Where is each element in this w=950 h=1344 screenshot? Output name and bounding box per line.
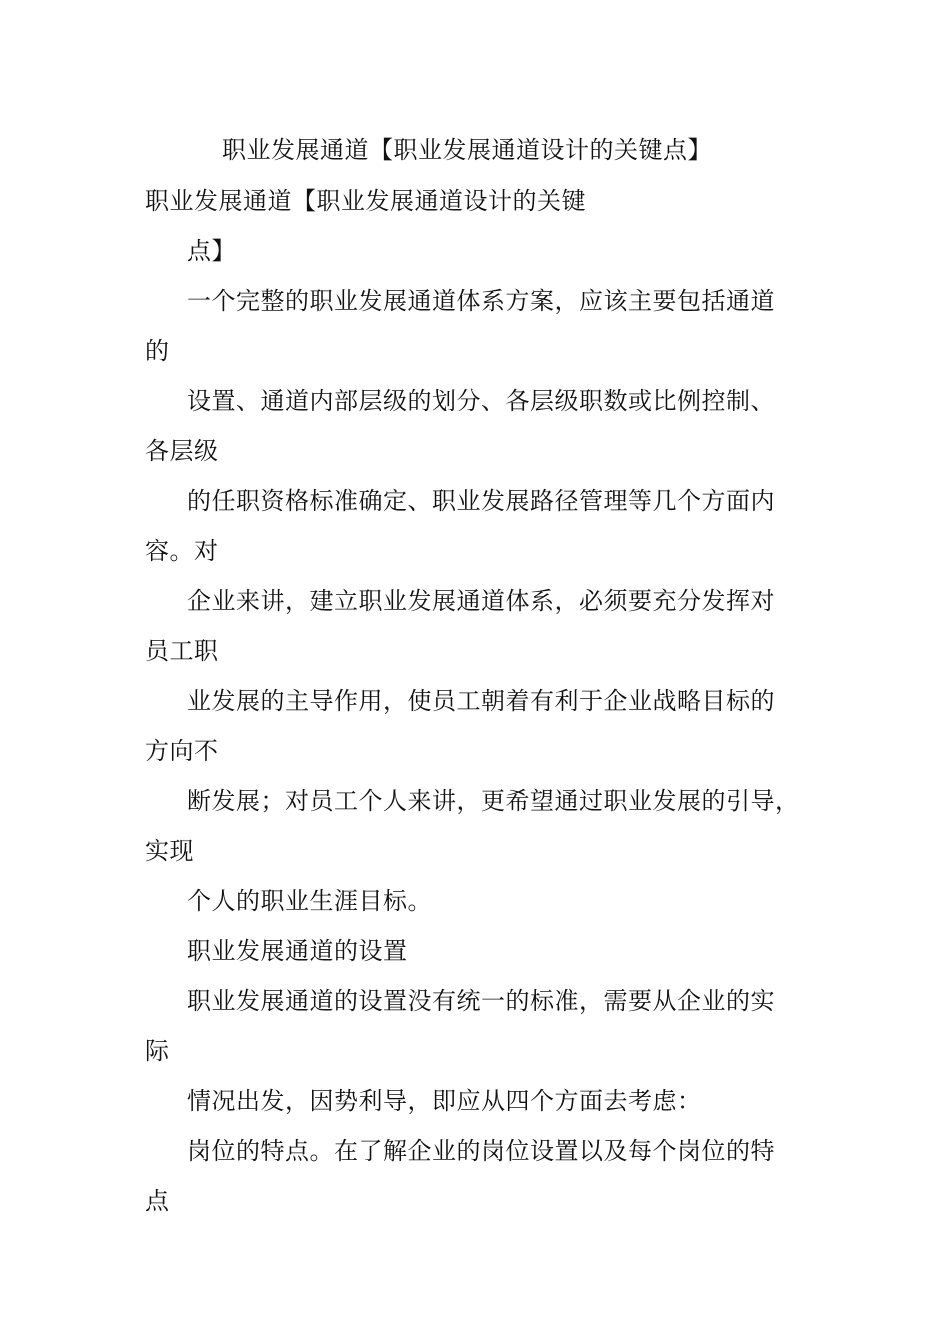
paragraph-line: 员工职 — [145, 637, 219, 665]
paragraph-line: 情况出发，因势利导，即应从四个方面去考虑： — [187, 1087, 702, 1115]
paragraph-line: 设置、通道内部层级的划分、各层级职数或比例控制、 — [187, 387, 775, 415]
heading-line-2: 点】 — [187, 237, 236, 265]
paragraph-line: 各层级 — [145, 437, 219, 465]
paragraph-line: 断发展；对员工个人来讲，更希望通过职业发展的引导， — [187, 787, 800, 815]
document-title: 职业发展通道【职业发展通道设计的关键点】 — [222, 136, 712, 164]
section-heading: 职业发展通道的设置 — [187, 937, 408, 965]
paragraph-line: 点 — [145, 1187, 170, 1215]
paragraph-line: 个人的职业生涯目标。 — [187, 887, 432, 915]
paragraph-line: 的任职资格标准确定、职业发展路径管理等几个方面内 — [187, 487, 775, 515]
paragraph-line: 岗位的特点。在了解企业的岗位设置以及每个岗位的特 — [187, 1137, 775, 1165]
heading-line-1: 职业发展通道【职业发展通道设计的关键 — [145, 187, 586, 215]
paragraph-line: 际 — [145, 1037, 170, 1065]
paragraph-line: 实现 — [145, 837, 194, 865]
paragraph-line: 方向不 — [145, 737, 219, 765]
paragraph-line: 容。对 — [145, 537, 219, 565]
paragraph-line: 业发展的主导作用，使员工朝着有利于企业战略目标的 — [187, 687, 775, 715]
paragraph-line: 职业发展通道的设置没有统一的标准，需要从企业的实 — [187, 987, 775, 1015]
paragraph-line: 企业来讲，建立职业发展通道体系，必须要充分发挥对 — [187, 587, 775, 615]
paragraph-line: 一个完整的职业发展通道体系方案，应该主要包括通道 — [187, 287, 775, 315]
paragraph-line: 的 — [145, 337, 170, 365]
